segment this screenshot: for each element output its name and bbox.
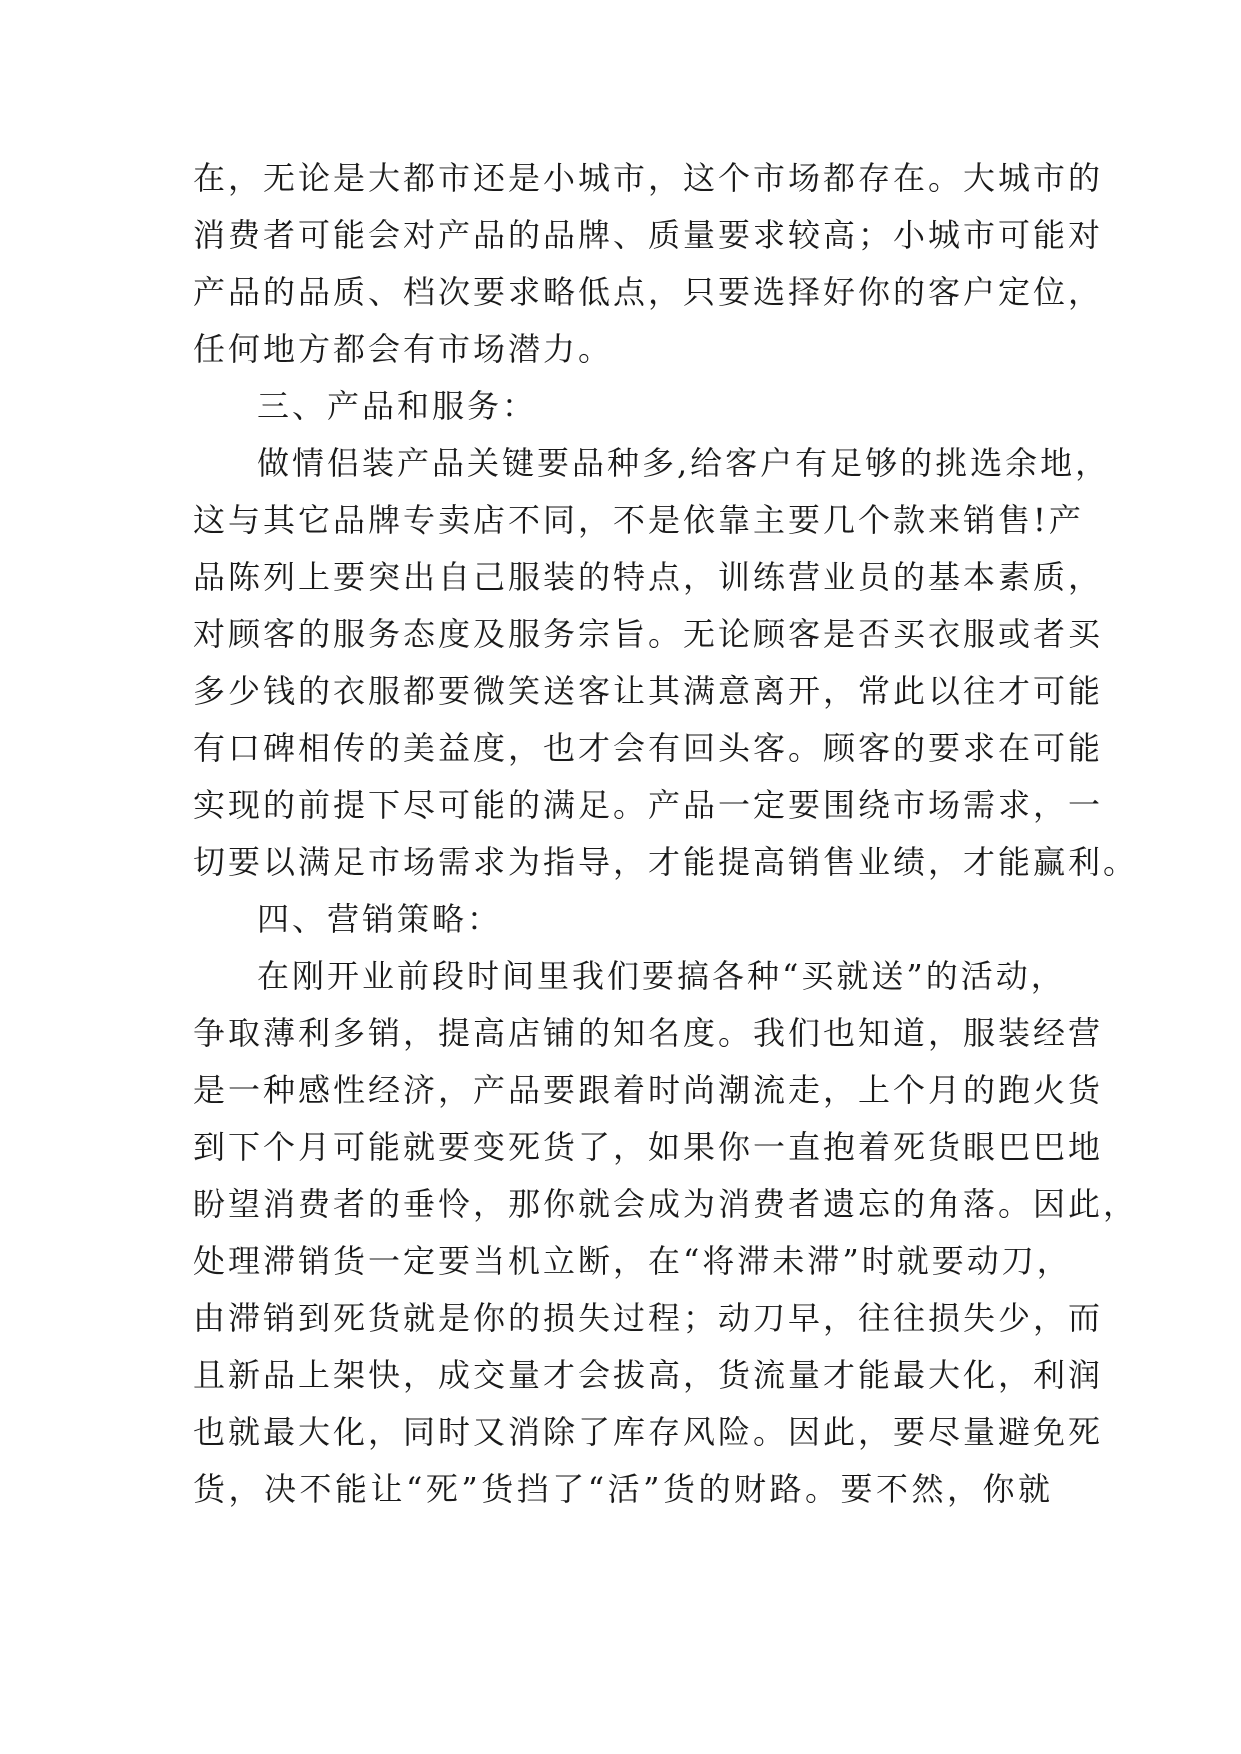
text-line: 品陈列上要突出自己服装的特点，训练营业员的基本素质， — [193, 558, 1104, 596]
text-line: 盼望消费者的垂怜，那你就会成为消费者遗忘的角落。因此， — [193, 1185, 1139, 1223]
text-line: 且新品上架快，成交量才会拔高，货流量才能最大化，利润 — [193, 1356, 1104, 1394]
text-line: 货，决不能让“死”货挡了“活”货的财路。要不然，你就 — [193, 1470, 1053, 1508]
text-line: 对顾客的服务态度及服务宗旨。无论顾客是否买衣服或者买 — [193, 615, 1104, 653]
text-line: 消费者可能会对产品的品牌、质量要求较高；小城市可能对 — [193, 216, 1104, 254]
text-line: 也就最大化，同时又消除了库存风险。因此，要尽量避免死 — [193, 1413, 1104, 1451]
text-line: 处理滞销货一定要当机立断，在“将滞未滞”时就要动刀， — [193, 1242, 1072, 1280]
text-line: 争取薄利多销，提高店铺的知名度。我们也知道，服装经营 — [193, 1014, 1104, 1052]
text-line: 有口碑相传的美益度，也才会有回头客。顾客的要求在可能 — [193, 729, 1104, 767]
text-line: 产品的品质、档次要求略低点，只要选择好你的客户定位， — [193, 273, 1104, 311]
text-line: 切要以满足市场需求为指导，才能提高销售业绩，才能赢利。 — [193, 843, 1139, 881]
text-line: 实现的前提下尽可能的满足。产品一定要围绕市场需求，一 — [193, 786, 1104, 824]
text-line: 在刚开业前段时间里我们要搞各种“买就送”的活动， — [257, 957, 1066, 995]
text-line: 在，无论是大都市还是小城市，这个市场都存在。大城市的 — [193, 159, 1104, 197]
text-line: 任何地方都会有市场潜力。 — [193, 330, 614, 368]
text-line: 是一种感性经济，产品要跟着时尚潮流走，上个月的跑火货 — [193, 1071, 1104, 1109]
section-heading: 四、营销策略： — [257, 900, 503, 938]
section-heading: 三、产品和服务： — [257, 387, 538, 425]
text-line: 到下个月可能就要变死货了，如果你一直抱着死货眼巴巴地 — [193, 1128, 1104, 1166]
text-line: 由滞销到死货就是你的损失过程；动刀早，往往损失少，而 — [193, 1299, 1104, 1337]
text-line: 多少钱的衣服都要微笑送客让其满意离开，常此以往才可能 — [193, 672, 1104, 710]
text-line: 这与其它品牌专卖店不同，不是依靠主要几个款来销售!产 — [193, 501, 1084, 539]
document-body — [193, 150, 1139, 1518]
text-line: 做情侣装产品关键要品种多,给客户有足够的挑选余地， — [257, 444, 1111, 482]
